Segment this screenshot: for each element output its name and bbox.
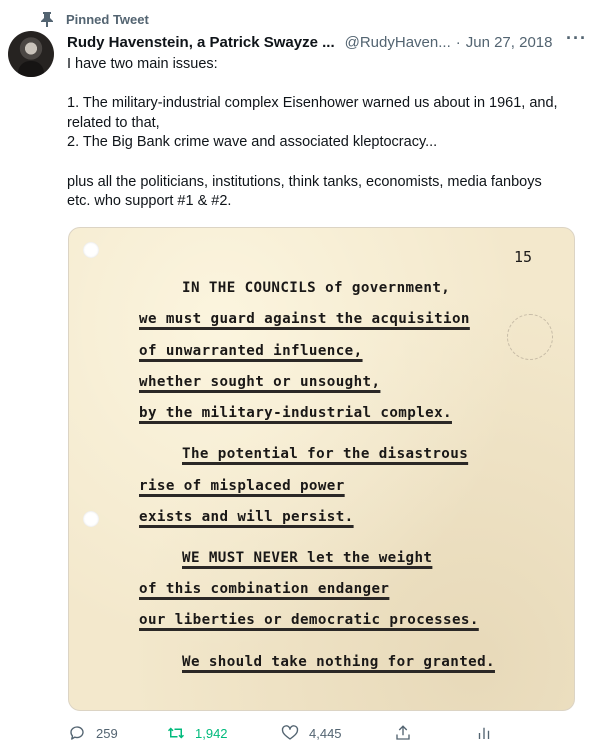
tweet-line: 2. The Big Bank crime wave and associated kleptocracy... [67, 134, 438, 151]
retweet-icon [167, 724, 185, 742]
tweet-line: 1. The military-industrial complex Eisenhower warned us about in 1961, and, [67, 95, 558, 112]
doc-line: The potential for the disastrous [182, 446, 469, 462]
like-button[interactable] [281, 718, 342, 748]
tweet-line: etc. who support #1 & #2. [67, 193, 232, 210]
tweet-date[interactable]: Jun 27, 2018 [465, 33, 553, 51]
pin-icon [40, 11, 54, 27]
tweet-line: plus all the politicians, institutions, think tanks, economists, media fanboys [67, 173, 542, 190]
doc-line: by the military-industrial complex. [139, 405, 452, 421]
pinned-tweet-label [40, 11, 149, 27]
heart-icon [281, 724, 299, 742]
author-name[interactable]: Rudy Havenstein, a Patrick Swayze ... [67, 33, 335, 51]
tweet-actions [0, 718, 607, 748]
pinned-text: Pinned Tweet [66, 11, 149, 27]
retweet-button[interactable] [167, 718, 228, 748]
analytics-button[interactable] [475, 718, 493, 748]
tweet-image[interactable] [68, 227, 575, 711]
author-handle[interactable]: @RudyHaven... [344, 33, 451, 51]
doc-line: of unwarranted influence, [139, 343, 363, 359]
reply-count: 259 [96, 725, 118, 741]
tweet-line: I have two main issues: [67, 56, 218, 72]
doc-line: We should take nothing for granted. [182, 654, 495, 670]
share-icon [394, 724, 412, 742]
punch-hole [83, 242, 99, 258]
analytics-icon [475, 724, 493, 742]
separator-dot: · [455, 33, 461, 51]
page-number: 15 [514, 248, 533, 266]
more-options-icon[interactable]: ··· [566, 28, 587, 48]
tweet-text [67, 55, 587, 212]
doc-line: IN THE COUNCILS of government, [182, 280, 451, 296]
tweet-header [67, 32, 587, 52]
avatar[interactable] [8, 31, 54, 77]
doc-line: of this combination endanger [139, 581, 390, 597]
punch-hole [83, 511, 99, 527]
doc-line: exists and will persist. [139, 509, 354, 525]
doc-line: our liberties or democratic processes. [139, 612, 479, 628]
faded-stamp [507, 314, 553, 360]
like-count: 4,445 [309, 725, 342, 741]
reply-button[interactable] [68, 718, 118, 748]
doc-line: WE MUST NEVER let the weight [182, 550, 433, 566]
doc-line: rise of misplaced power [139, 478, 345, 494]
tweet-line: related to that, [67, 114, 160, 131]
reply-icon [68, 724, 86, 742]
doc-line: we must guard against the acquisition [139, 311, 470, 327]
share-button[interactable] [394, 718, 412, 748]
retweet-count: 1,942 [195, 725, 228, 741]
doc-line: whether sought or unsought, [139, 374, 381, 390]
